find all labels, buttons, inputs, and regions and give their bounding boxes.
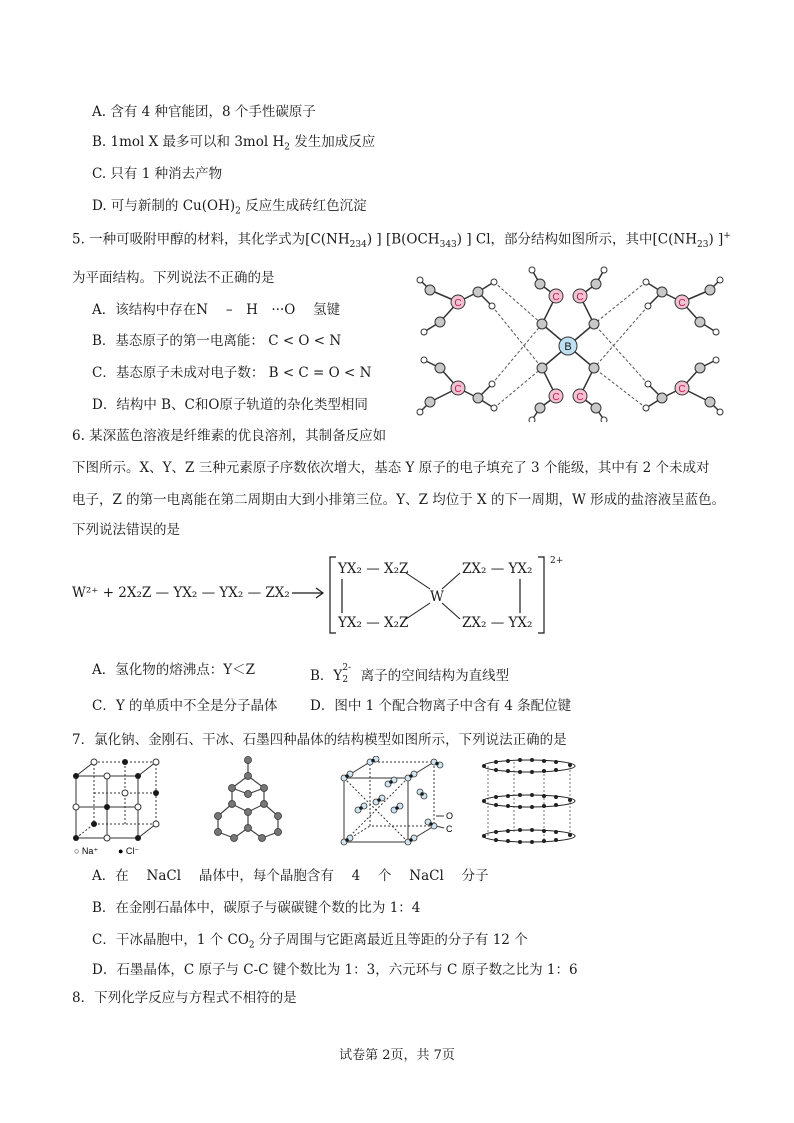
eq-bottom-right: ZX₂ — YX₂ bbox=[462, 615, 533, 631]
diamond-crystal-figure bbox=[208, 754, 288, 846]
na-legend: ○ Na⁺ bbox=[74, 846, 99, 856]
c-label: C bbox=[678, 298, 686, 309]
q5-stem: 5. 一种可吸附甲醇的材料，其化学式为[$C(NH_{234})$ ] [$B(OCH_{343})$ ] Cl，部分结构如图所示，其中[$C(NH_{23})$ ]+ bbox=[72, 231, 731, 251]
q6-reaction-equation bbox=[72, 555, 572, 637]
q6-stem-2: 下图所示。X、Y、Z 三种元素原子序数依次增大，基态 Y 原子的电子填充了 3 个能级，其中有 2 个未成对 bbox=[72, 460, 710, 476]
c-label: C bbox=[576, 292, 584, 303]
q7-option-a: A．在 NaCl 晶体中，每个晶胞含有 4 个 NaCl 分子 bbox=[92, 868, 489, 884]
cl-legend: ● Cl⁻ bbox=[118, 846, 140, 856]
c-label: C bbox=[576, 392, 584, 403]
arrow-right-icon bbox=[292, 585, 328, 601]
c-label: C bbox=[552, 292, 560, 303]
q6-stem-1: 6. 某深蓝色溶液是纤维素的优良溶剂，其制备反应如 bbox=[72, 428, 387, 444]
eq-top-left: YX₂ — X₂Z bbox=[338, 561, 409, 577]
q4-option-d: D. 可与新制的 $Cu(OH)_2$ 反应生成砖红色沉淀 bbox=[92, 198, 367, 217]
q8-stem: 8．下列化学反应与方程式不相符的是 bbox=[72, 990, 297, 1006]
eq-bottom-left: YX₂ — X₂Z bbox=[338, 615, 409, 631]
q4-option-a: A. 含有 4 种官能团，8 个手性碳原子 bbox=[92, 104, 316, 120]
q7-option-d: D．石墨晶体，C 原子与 C-C 键个数比为 1：3，六元环与 C 原子数之比为 1：6 bbox=[92, 962, 578, 978]
eq-lhs: W²⁺ + 2X₂Z — YX₂ — YX₂ — ZX₂ bbox=[72, 585, 290, 601]
q5-option-c: C．基态原子未成对电子数： B < C = O < N bbox=[92, 365, 372, 381]
b-label: B bbox=[564, 341, 572, 353]
dry-ice-crystal-figure bbox=[336, 756, 462, 848]
page-footer: 试卷第 2页，共 7页 bbox=[339, 1048, 455, 1063]
c-label: C bbox=[454, 384, 462, 395]
q6-option-d: D．图中 1 个配合物离子中含有 4 条配位键 bbox=[310, 698, 572, 714]
eq-center-w: W bbox=[430, 589, 444, 605]
q6-option-a: A．氢化物的熔沸点：Y＜Z bbox=[92, 662, 256, 678]
q7-stem: 7．氯化钠、金刚石、干冰、石墨四种晶体的结构模型如图所示，下列说法正确的是 bbox=[72, 732, 567, 748]
q6-stem-3: 电子，Z 的第一电离能在第二周期由大到小排第三位。Y、Z 均位于 X 的下一周期，W 形成的盐溶液呈蓝色。 bbox=[72, 492, 726, 508]
c-label: C bbox=[678, 384, 686, 395]
q5-option-b: B．基态原子的第一电离能： C < O < N bbox=[92, 333, 342, 349]
eq-top-right: ZX₂ — YX₂ bbox=[462, 561, 533, 577]
q6-option-c: C．Y 的单质中不全是分子晶体 bbox=[92, 698, 278, 714]
q6-option-b: B．Y 2- 2 离子的空间结构为直线型 bbox=[310, 663, 510, 685]
q6-stem-4: 下列说法错误的是 bbox=[72, 522, 180, 538]
q5-option-d: D．结构中 B、C和O原子轨道的杂化类型相同 bbox=[92, 397, 368, 413]
c-label: C bbox=[454, 298, 462, 309]
q5-structure-figure bbox=[410, 262, 730, 422]
q4-option-c: C. 只有 1 种消去产物 bbox=[92, 166, 223, 182]
c-label: C bbox=[552, 392, 560, 403]
eq-charge: 2+ bbox=[550, 556, 564, 566]
graphite-crystal-figure bbox=[474, 756, 584, 848]
oxygen-label: O bbox=[446, 811, 454, 821]
q5-option-a: A．该结构中存在N – H ···O 氢键 bbox=[92, 302, 341, 318]
q5-stem-2: 为平面结构。下列说法不正确的是 bbox=[72, 270, 275, 286]
q7-option-b: B．在金刚石晶体中，碳原子与碳碳键个数的比为 1：4 bbox=[92, 900, 421, 916]
carbon-label: C bbox=[446, 824, 453, 834]
nacl-crystal-figure bbox=[72, 758, 164, 858]
q4-option-b: B. 1mol X 最多可以和 3mol $H_2$ 发生加成反应 bbox=[92, 134, 376, 153]
q7-option-c: C．干冰晶胞中，1 个 $CO_2$ 分子周围与它距离最近且等距的分子有 12 个 bbox=[92, 932, 528, 951]
